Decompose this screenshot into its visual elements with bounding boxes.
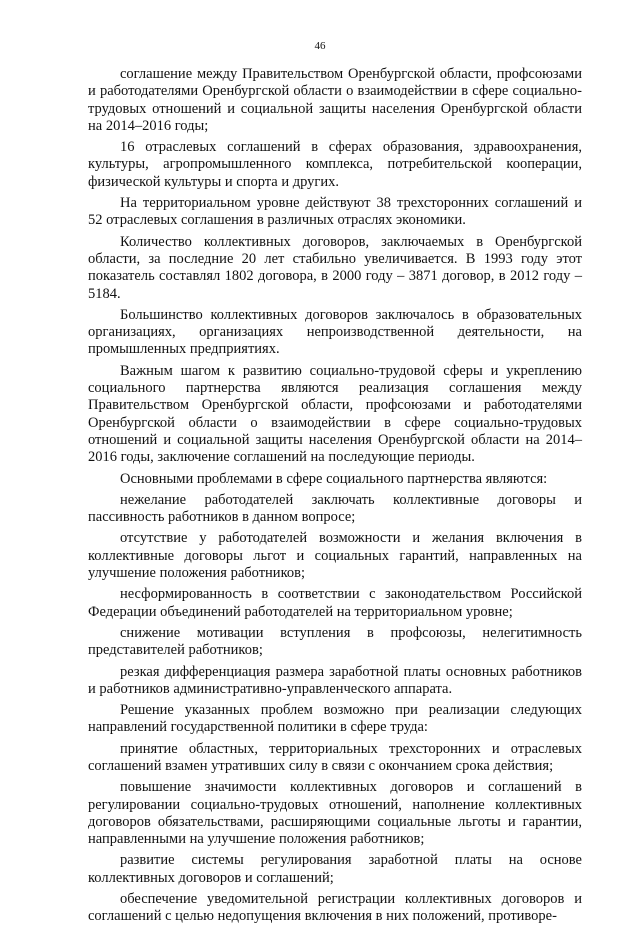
list-item: нежелание работодателей заключать коллективные договоры и пассивность работников в данном вопросе; xyxy=(88,491,582,526)
list-item: принятие областных, территориальных трехсторонних и отраслевых соглашений взамен утративших силу в связи с окончанием срока действия; xyxy=(88,740,582,774)
list-item: повышение значимости коллективных договоров и соглашений в регулировании социально-трудовых отношений, наполнение коллективных договоров обязательствами, расширяющими социальные льготы и гарантии, направленными на улучшение положения работников; xyxy=(88,779,582,848)
list-item: обеспечение уведомительной регистрации коллективных договоров и соглашений с целью недопущения включения в них положений, противоре- xyxy=(88,891,582,925)
list-item: несформированность в соответствии с законодательством Российской Федерации объединений работодателей на территориальном уровне; xyxy=(88,586,582,620)
page-number: 46 xyxy=(314,40,326,52)
paragraph: На территориальном уровне действуют 38 трехсторонних соглашений и 52 отраслевых соглашения в различных отраслях экономики. xyxy=(88,195,582,229)
paragraph: Важным шагом к развитию социально-трудовой сферы и укреплению социального партнерства являются реализация соглашения между Правительством Оренбургской области, профсоюзами и работодателями Оренбургской области о взаимодействии в сфере социально-трудовых отношений и социальной защиты населения Оренбургской области на 2014–2016 годы, заключение соглашений на последующие периоды. xyxy=(88,362,582,466)
paragraph: Основными проблемами в сфере социального партнерства являются: xyxy=(120,470,548,487)
list-item: развитие системы регулирования заработной платы на основе коллективных договоров и соглашений; xyxy=(88,852,582,886)
list-item: отсутствие у работодателей возможности и желания включения в коллективные договоры льгот и социальных гарантий, направленных на улучшение положения работников; xyxy=(88,530,582,582)
paragraph: Решение указанных проблем возможно при реализации следующих направлений государственной политики в сфере труда: xyxy=(88,702,582,736)
list-item: снижение мотивации вступления в профсоюзы, нелегитимность представителей работников; xyxy=(88,624,582,659)
paragraph: соглашение между Правительством Оренбургской области, профсоюзами и работодателями Оренбургской области о взаимодействии в сфере социально-трудовых отношений и социальной защиты населения Оренбургской области на 2014–2016 годы; xyxy=(88,66,582,134)
paragraph: Количество коллективных договоров, заключаемых в Оренбургской области, за последние 20 лет стабильно увеличивается. В 1993 году этот показатель составлял 1802 договора, в 2000 году – 3871 договор, в 2012 году – 5184. xyxy=(88,233,582,302)
paragraph: Большинство коллективных договоров заключалось в образовательных организациях, организациях непроизводственной деятельности, на промышленных предприятиях. xyxy=(88,306,582,358)
list-item: резкая дифференциация размера заработной платы основных работников и работников административно-управленческого аппарата. xyxy=(88,663,582,697)
paragraph: 16 отраслевых соглашений в сферах образования, здравоохранения, культуры, агропромышленного комплекса, потребительской кооперации, физической культуры и спорта и других. xyxy=(88,139,582,190)
document-body xyxy=(88,66,582,930)
